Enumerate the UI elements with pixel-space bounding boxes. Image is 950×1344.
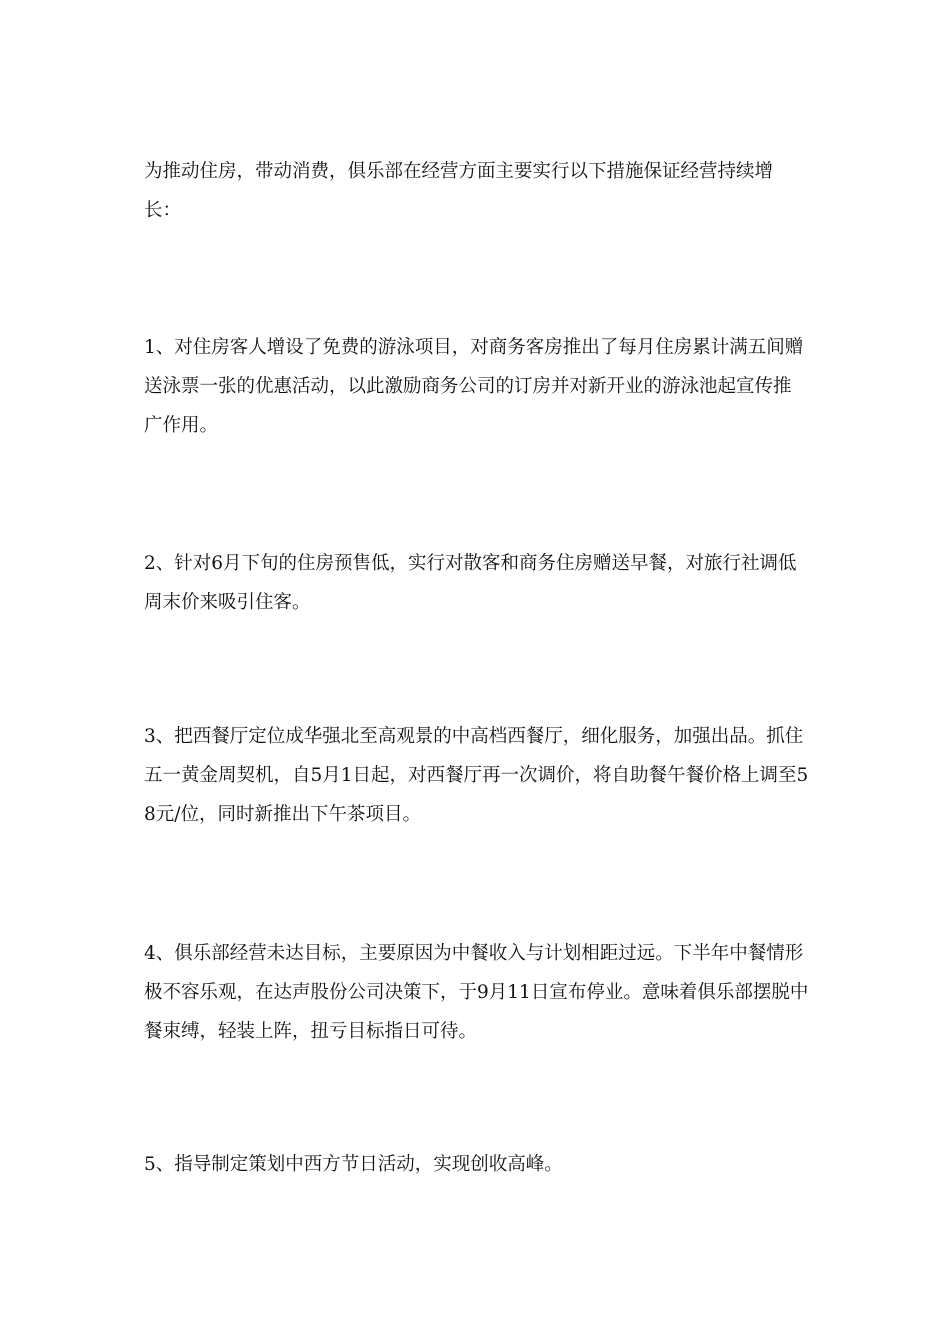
measure-item-2: 2、针对6月下旬的住房预售低，实行对散客和商务住房赠送早餐，对旅行社调低周末价来吸引住客。 [144,553,797,613]
measure-item-3: 3、把西餐厅定位成华强北至高观景的中高档西餐厅，细化服务，加强出品。抓住五一黄金周契机，自5月1日起，对西餐厅再一次调价，将自助餐午餐价格上调至58元/位，同时新推出下午茶项目。 [144,726,809,825]
measure-item-1: 1、对住房客人增设了免费的游泳项目，对商务客房推出了每月住房累计满五间赠送泳票一张的优惠活动，以此激励商务公司的订房并对新开业的游泳池起宣传推广作用。 [144,337,804,436]
intro-paragraph: 为推动住房，带动消费，俱乐部在经营方面主要实行以下措施保证经营持续增长： [144,161,774,221]
measure-item-4: 4、俱乐部经营未达目标，主要原因为中餐收入与计划相距过远。下半年中餐情形极不容乐观，在达声股份公司决策下，于9月11日宣布停业。意味着俱乐部摆脱中餐束缚，轻装上阵，扭亏目标指日可待。 [144,943,809,1042]
measure-item-5: 5、指导制定策划中西方节日活动，实现创收高峰。 [144,1154,563,1175]
